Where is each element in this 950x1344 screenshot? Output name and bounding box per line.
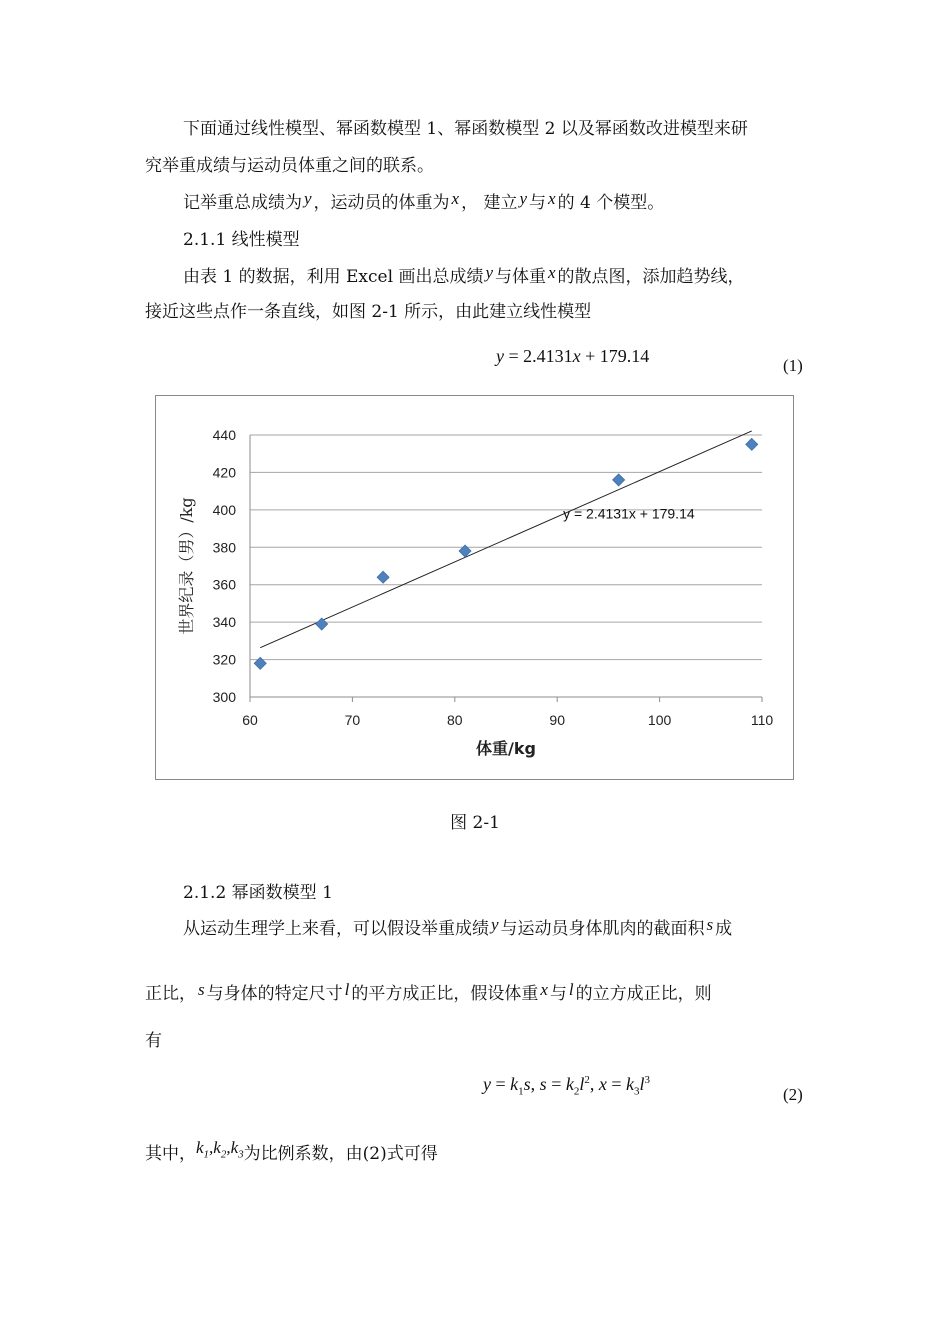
text-span: 记举重总成绩为 bbox=[183, 193, 302, 213]
text-span: 的立方成正比，则 bbox=[575, 984, 712, 1004]
section-heading-power1 bbox=[183, 882, 333, 904]
eq-var: s bbox=[539, 1074, 547, 1094]
eq-sub: 1 bbox=[518, 1085, 524, 1098]
eq-part: , bbox=[589, 1074, 599, 1094]
data-point bbox=[613, 474, 625, 486]
var-y: y bbox=[491, 915, 499, 934]
y-axis-label: 世界纪录（男）/kg bbox=[177, 497, 196, 635]
paragraph-physiology-line1 bbox=[183, 915, 733, 940]
text-span: 与 bbox=[529, 193, 547, 213]
text-span: 其中， bbox=[145, 1144, 196, 1164]
y-tick-label: 400 bbox=[212, 501, 236, 518]
text-span: 与 bbox=[549, 984, 567, 1004]
x-tick-label: 90 bbox=[549, 712, 565, 728]
text-span: 接近这些点作一条直线，如图 2-1 所示，由此建立线性模型 bbox=[145, 302, 592, 322]
equation-1 bbox=[496, 346, 649, 367]
eq-var: l bbox=[579, 1074, 585, 1094]
x-tick-label: 100 bbox=[647, 712, 672, 728]
section-heading-linear bbox=[183, 229, 300, 251]
coef-sub: 2 bbox=[220, 1148, 227, 1161]
coef-k: k bbox=[230, 1138, 239, 1157]
x-tick-label: 60 bbox=[242, 712, 258, 728]
var-x: x bbox=[451, 189, 460, 208]
text-span: 2.1.1 线性模型 bbox=[183, 230, 300, 250]
y-tick-label: 440 bbox=[212, 427, 236, 443]
coef-sub: 1 bbox=[203, 1148, 210, 1161]
eq-var: k bbox=[565, 1074, 574, 1094]
var-s: s bbox=[198, 980, 205, 999]
eq-part: = bbox=[546, 1074, 566, 1094]
paragraph-physiology-line2 bbox=[145, 980, 712, 1005]
text-span: 成 bbox=[715, 919, 733, 939]
var-l: l bbox=[568, 980, 574, 999]
y-tick-label: 340 bbox=[212, 614, 236, 631]
coef-k: k bbox=[213, 1138, 221, 1157]
y-tick-label: 300 bbox=[212, 689, 236, 705]
text-span: 正比， bbox=[145, 984, 196, 1004]
var-y: y bbox=[304, 189, 312, 208]
text-span: 从运动生理学上来看，可以假设举重成绩 bbox=[183, 919, 489, 939]
trendline bbox=[260, 431, 752, 648]
eq-sub: 3 bbox=[634, 1085, 640, 1098]
text-span: ， 建立 bbox=[461, 193, 518, 213]
paragraph-variables bbox=[183, 189, 665, 214]
text-span: 与运动员身体肌肉的截面积 bbox=[500, 919, 705, 939]
text-span: 与身体的特定尺寸 bbox=[206, 984, 343, 1004]
eq-var: k bbox=[626, 1074, 635, 1094]
var-l: l bbox=[344, 980, 350, 999]
paragraph-intro-line1 bbox=[183, 118, 748, 140]
y-tick-label: 320 bbox=[212, 651, 236, 668]
eq-part: = bbox=[491, 1074, 511, 1094]
x-tick-label: 110 bbox=[750, 712, 774, 728]
x-tick-label: 80 bbox=[447, 712, 463, 728]
eq-var: s bbox=[523, 1074, 531, 1094]
eq-var: x bbox=[572, 346, 581, 366]
figure-2-1-chart bbox=[155, 395, 794, 780]
equation-1-number: (1) bbox=[783, 356, 803, 375]
coef-comma: , bbox=[226, 1138, 231, 1157]
equation-2 bbox=[483, 1074, 650, 1098]
y-tick-label: 360 bbox=[212, 576, 236, 593]
eq-part: = bbox=[606, 1074, 627, 1094]
paragraph-intro-line2 bbox=[145, 155, 434, 177]
var-x: x bbox=[548, 263, 556, 282]
eq-var: y bbox=[483, 1074, 491, 1094]
y-tick-label: 420 bbox=[212, 464, 236, 481]
eq-part: = 2.4131 bbox=[504, 346, 573, 366]
text-span: 的散点图，添加趋势线， bbox=[557, 267, 745, 287]
equation-2-number: (2) bbox=[783, 1085, 803, 1104]
paragraph-excel-line2 bbox=[145, 301, 591, 323]
eq-sub: 2 bbox=[573, 1085, 580, 1098]
y-tick-label: 380 bbox=[212, 539, 236, 556]
text-span: 的平方成正比，假设体重 bbox=[351, 984, 539, 1004]
coefficients-k bbox=[196, 1138, 244, 1161]
coef-sub: 3 bbox=[238, 1148, 244, 1161]
var-y: y bbox=[519, 189, 528, 208]
text-span: 下面通过线性模型、幂函数模型 1、幂函数模型 2 以及幂函数改进模型来研 bbox=[183, 119, 748, 139]
eq-part: , bbox=[530, 1074, 540, 1094]
data-point bbox=[746, 438, 758, 450]
text-span: 与体重 bbox=[495, 267, 546, 287]
var-s: s bbox=[706, 915, 714, 934]
eq-part: + 179.14 bbox=[580, 346, 650, 366]
eq-var: k bbox=[510, 1074, 519, 1094]
x-axis-label: 体重/kg bbox=[476, 739, 536, 758]
data-point bbox=[316, 618, 328, 630]
text-span: 2.1.2 幂函数模型 1 bbox=[183, 883, 333, 903]
eq-var: l bbox=[639, 1074, 645, 1094]
eq-sup: 2 bbox=[584, 1074, 590, 1086]
text-span: 由表 1 的数据，利用 Excel 画出总成绩 bbox=[183, 267, 484, 287]
text-span: ，运动员的体重为 bbox=[313, 193, 450, 213]
eq-var: y bbox=[496, 346, 504, 366]
trendline-label: y = 2.4131x + 179.14 bbox=[563, 505, 695, 522]
text-span: 究举重成绩与运动员体重之间的联系。 bbox=[145, 156, 434, 176]
coef-comma: , bbox=[209, 1138, 214, 1157]
text-span: 有 bbox=[145, 1031, 162, 1051]
eq-sup: 3 bbox=[644, 1074, 651, 1086]
data-point bbox=[377, 571, 389, 583]
coef-k: k bbox=[196, 1138, 204, 1157]
x-tick-label: 70 bbox=[344, 712, 361, 728]
figure-caption: 图 2-1 bbox=[450, 813, 500, 833]
text-span: 为比例系数，由(2)式可得 bbox=[243, 1144, 438, 1164]
var-x: x bbox=[540, 980, 548, 999]
paragraph-physiology-line3 bbox=[145, 1030, 162, 1052]
paragraph-coefficients bbox=[145, 1138, 438, 1171]
scatter-plot bbox=[156, 396, 793, 779]
paragraph-excel-line1 bbox=[183, 263, 745, 288]
var-y: y bbox=[485, 263, 493, 282]
var-x: x bbox=[548, 189, 556, 208]
text-span: 的 4 个模型。 bbox=[557, 193, 665, 213]
eq-var: x bbox=[598, 1074, 607, 1094]
